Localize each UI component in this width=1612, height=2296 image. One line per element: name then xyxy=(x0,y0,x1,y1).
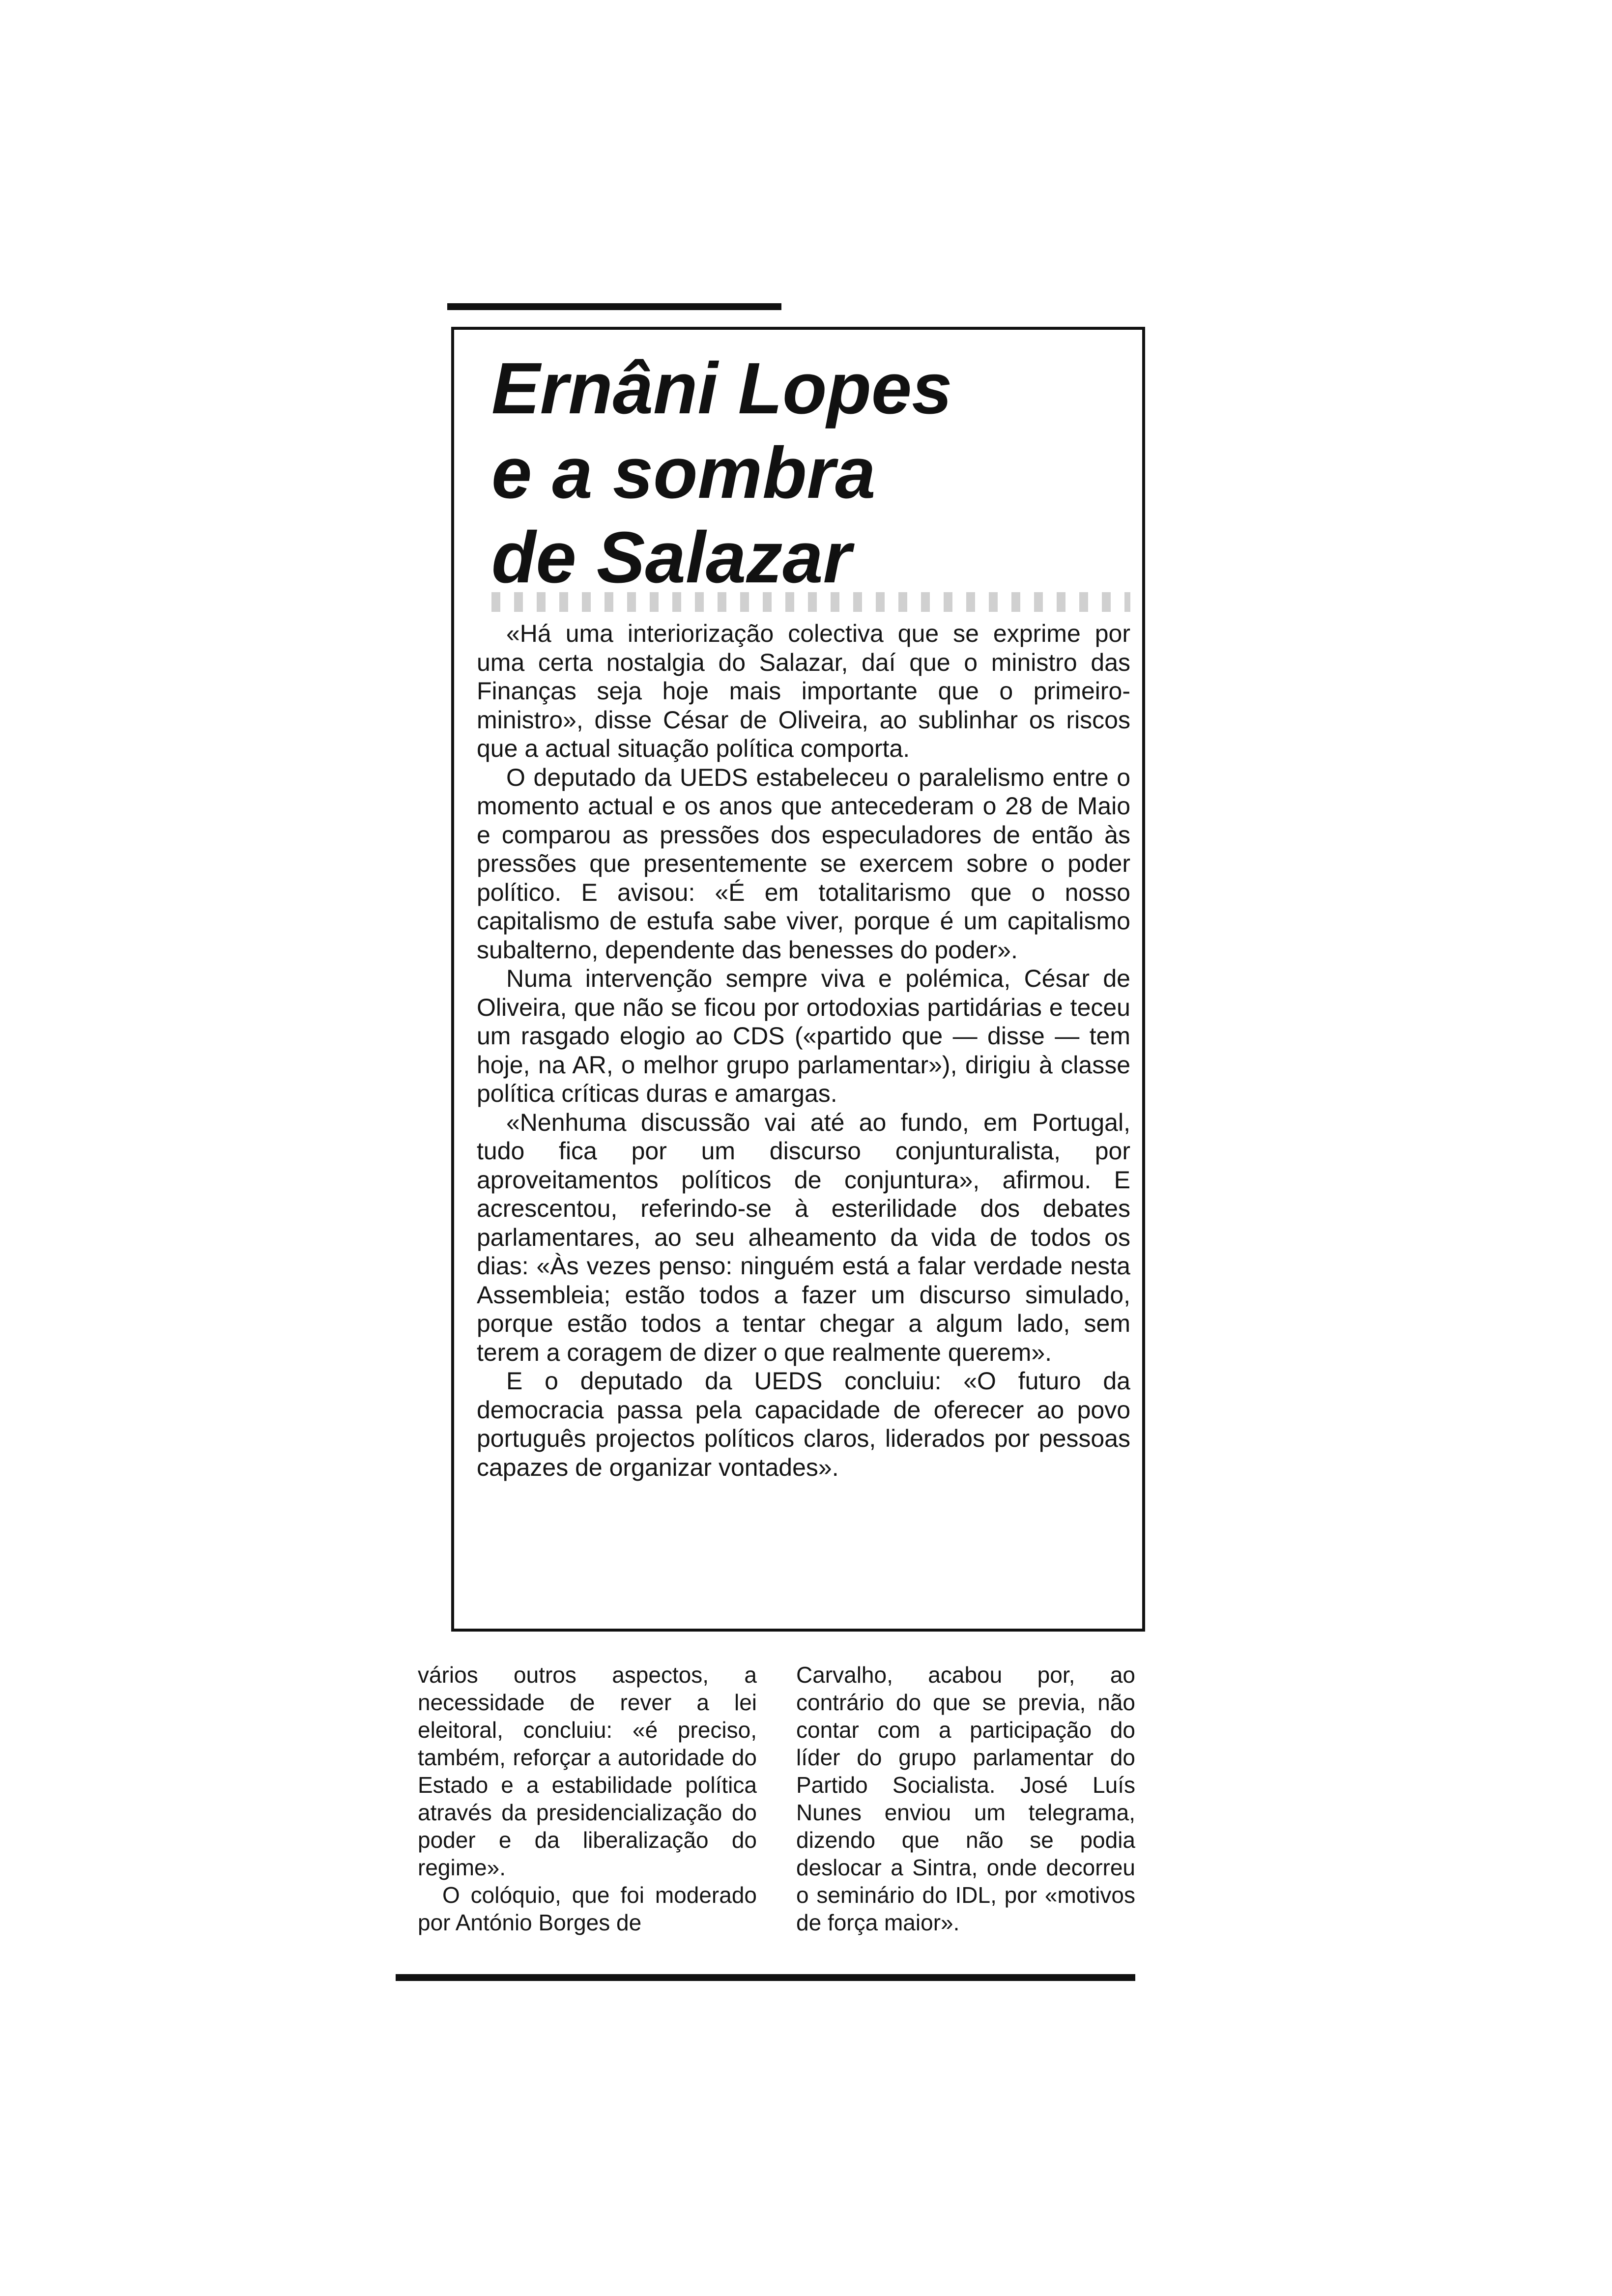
article-body xyxy=(477,619,1130,1482)
column-paragraph: Carvalho, acabou por, ao contrário do que se previa, não contar com a participação do líder do grupo parlamentar do Partido Socialista. José Luís Nunes enviou um telegrama, dizendo que não se podia deslocar a Sintra, onde decorreu o seminário do IDL, por «motivos de força maior». xyxy=(796,1662,1135,1935)
headline xyxy=(491,346,1130,600)
column-paragraph: vários outros aspectos, a necessidade de rever a lei eleitoral, concluiu: «é preciso, também, reforçar a autoridade do Estado e a estabilidade política através da presidencialização do poder e da liberalização do regime». xyxy=(418,1662,757,1880)
headline-line-1: Ernâni Lopes xyxy=(491,348,952,429)
bottom-rule xyxy=(396,1974,1135,1981)
column-left xyxy=(418,1661,757,1936)
body-paragraph: «Há uma interiorização colectiva que se exprime por uma certa nostalgia do Salazar, daí que o ministro das Finanças seja hoje mais importante que o primeiro-ministro», disse César de Oliveira, ao sublinhar os riscos que a actual situação política comporta. xyxy=(477,620,1130,762)
continuation-columns xyxy=(418,1661,1135,1936)
headline-line-2: e a sombra xyxy=(491,432,876,514)
scan-noise xyxy=(491,592,1130,612)
body-paragraph: O deputado da UEDS estabeleceu o paralelismo entre o momento actual e os anos que antecederam o 28 de Maio e comparou as pressões dos especuladores de então às pressões que presentemente se exercem sobre o poder político. E avisou: «É em totalitarismo que o nosso capitalismo de estufa sabe viver, porque é um capitalismo subalterno, dependente das benesses do poder». xyxy=(477,763,1130,964)
top-rule xyxy=(447,303,781,310)
column-right xyxy=(796,1661,1135,1936)
body-paragraph: «Nenhuma discussão vai até ao fundo, em Portugal, tudo fica por um discurso conjunturalista, por aproveitamentos políticos de conjuntura», afirmou. E acrescentou, referindo-se à esterilidade dos debates parlamentares, ao seu alheamento da vida de todos os dias: «Às vezes penso: ninguém está a falar verdade nesta Assembleia; estão todos a fazer um discurso simulado, porque estão todos a tentar chegar a algum lado, sem terem a coragem de dizer o que realmente querem». xyxy=(477,1108,1130,1366)
headline-line-3: de Salazar xyxy=(491,517,852,598)
column-paragraph: O colóquio, que foi moderado por António Borges de xyxy=(418,1882,757,1935)
body-paragraph: E o deputado da UEDS concluiu: «O futuro da democracia passa pela capacidade de oferecer ao povo português projectos políticos claros, liderados por pessoas capazes de organizar vontades». xyxy=(477,1367,1130,1481)
body-paragraph: Numa intervenção sempre viva e polémica, César de Oliveira, que não se ficou por ortodoxias partidárias e teceu um rasgado elogio ao CDS («partido que — disse — tem hoje, na AR, o melhor grupo parlamentar»), dirigiu à classe política críticas duras e amargas. xyxy=(477,965,1130,1107)
